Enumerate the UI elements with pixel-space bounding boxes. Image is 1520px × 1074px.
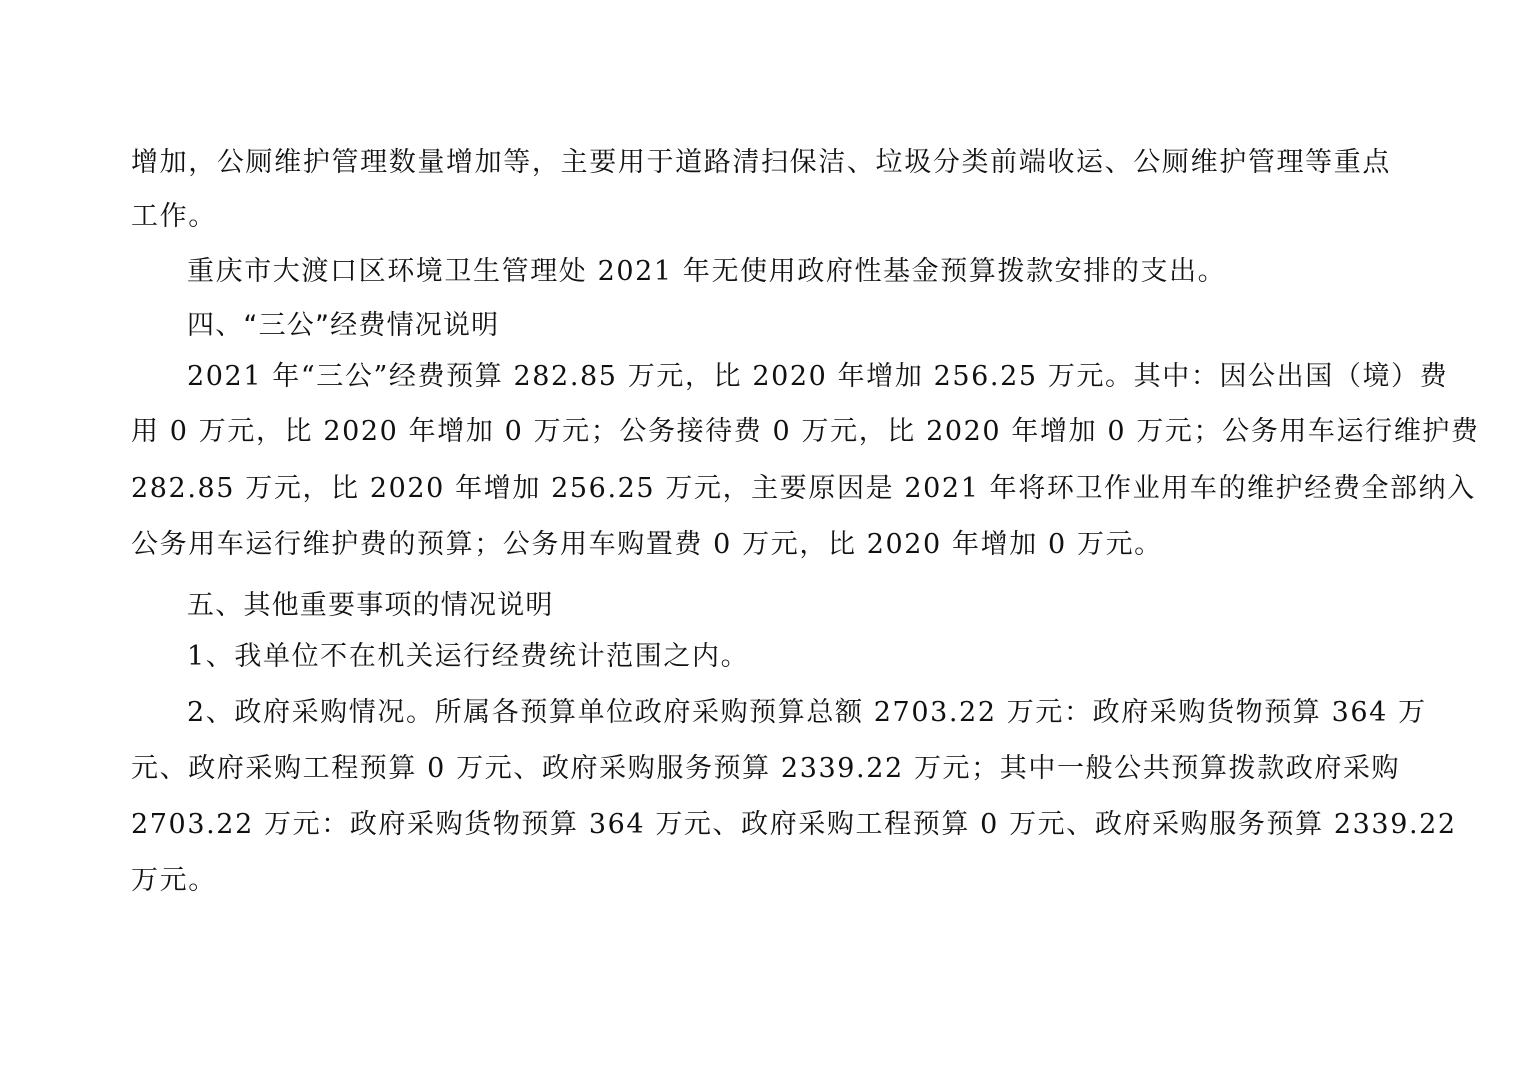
paragraph-line: 2021 年“三公”经费预算 282.85 万元，比 2020 年增加 256.25 万元。其中：因公出国（境）费: [187, 361, 1449, 392]
section-heading-four: 四、“三公”经费情况说明: [187, 310, 500, 341]
paragraph-line: 公务用车运行维护费的预算；公务用车购置费 0 万元，比 2020 年增加 0 万元。: [131, 529, 1163, 560]
paragraph-line: 元、政府采购工程预算 0 万元、政府采购服务预算 2339.22 万元；其中一般公共预算拨款政府采购: [131, 753, 1401, 784]
paragraph-line: 用 0 万元，比 2020 年增加 0 万元；公务接待费 0 万元，比 2020 年增加 0 万元；公务用车运行维护费: [131, 416, 1480, 447]
paragraph-line: 282.85 万元，比 2020 年增加 256.25 万元，主要原因是 2021 年将环卫作业用车的维护经费全部纳入: [131, 473, 1476, 504]
paragraph-line: 增加，公厕维护管理数量增加等，主要用于道路清扫保洁、垃圾分类前端收运、公厕维护管理等重点: [131, 147, 1391, 178]
paragraph-line: 工作。: [131, 201, 217, 232]
paragraph-line: 1、我单位不在机关运行经费统计范围之内。: [187, 641, 750, 672]
section-heading-five: 五、其他重要事项的情况说明: [187, 590, 554, 621]
paragraph-line: 2703.22 万元：政府采购货物预算 364 万元、政府采购工程预算 0 万元、政府采购服务预算 2339.22: [131, 809, 1457, 840]
paragraph-line: 重庆市大渡口区环境卫生管理处 2021 年无使用政府性基金预算拨款安排的支出。: [187, 256, 1227, 287]
paragraph-line: 万元。: [131, 865, 217, 896]
paragraph-line: 2、政府采购情况。所属各预算单位政府采购预算总额 2703.22 万元：政府采购货物预算 364 万: [187, 697, 1427, 728]
